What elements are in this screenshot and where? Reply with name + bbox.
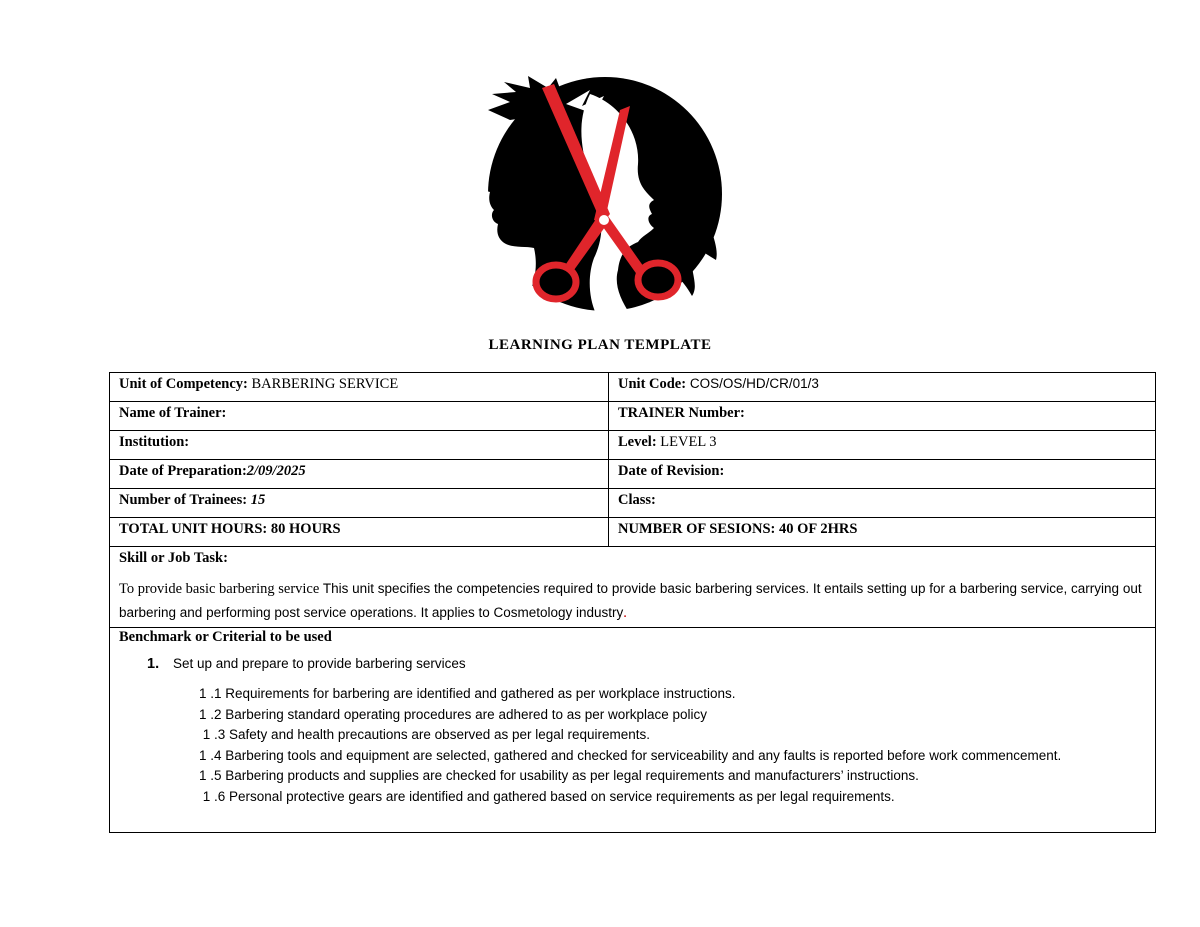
left-field-cell <box>110 489 609 518</box>
step-number: 1. <box>147 656 160 672</box>
skill-cell <box>110 547 1156 628</box>
right-field-label: Date of Revision: <box>618 463 725 479</box>
learning-plan-table <box>109 372 1156 833</box>
right-field-cell <box>609 518 1156 547</box>
left-field-value: BARBERING SERVICE <box>247 376 399 392</box>
header-row <box>110 489 1156 518</box>
left-field-label: Number of Trainees: <box>119 492 248 508</box>
criteria-item: 1 .5 Barbering products and supplies are checked for usability as per legal requirements and manufacturers’ instructions. <box>199 768 919 783</box>
barber-scissors-silhouettes-logo <box>470 74 730 314</box>
criteria-item: 1 .4 Barbering tools and equipment are selected, gathered and checked for serviceability and any faults is reported before work commencement. <box>199 747 1062 763</box>
benchmark-heading: Benchmark or Criterial to be used <box>119 629 332 645</box>
header-row <box>110 518 1156 547</box>
right-field-cell <box>609 431 1156 460</box>
left-field-cell <box>110 402 609 431</box>
left-field-label: Institution: <box>119 434 190 450</box>
left-field-label: Unit of Competency: <box>119 376 248 392</box>
header-row <box>110 373 1156 402</box>
right-field-label: Level: <box>618 434 657 450</box>
skill-heading: Skill or Job Task: <box>119 550 228 566</box>
skill-text-end: . <box>623 605 627 621</box>
left-field-value: 2/09/2025 <box>246 463 306 479</box>
left-field-label: TOTAL UNIT HOURS: 80 HOURS <box>119 521 341 537</box>
step-title: Set up and prepare to provide barbering services <box>173 656 466 671</box>
right-field-cell <box>609 460 1156 489</box>
right-field-label: TRAINER Number: <box>618 405 745 421</box>
criteria-item: 1 .2 Barbering standard operating procedures are adhered to as per workplace policy <box>199 706 708 722</box>
skill-text-sans: This unit specifies the competencies required to provide basic barbering services. It entails setting up for a barbering service, carrying out barbering and performing post service operations. It applies to Cosmetology industry <box>119 581 1142 620</box>
right-field-value: COS/OS/HD/CR/01/3 <box>686 376 819 391</box>
left-field-cell <box>110 518 609 547</box>
right-field-label: NUMBER OF SESIONS: 40 OF 2HRS <box>618 521 858 537</box>
header-row <box>110 460 1156 489</box>
criteria-item: 1 .1 Requirements for barbering are identified and gathered as per workplace instructions. <box>199 686 736 701</box>
header-row <box>110 402 1156 431</box>
right-field-label: Class: <box>618 492 656 508</box>
left-field-label: Date of Preparation: <box>119 463 247 479</box>
right-field-cell <box>609 489 1156 518</box>
benchmark-step <box>147 656 1146 672</box>
left-field-label: Name of Trainer: <box>119 405 227 421</box>
left-field-cell <box>110 373 609 402</box>
left-field-value: 15 <box>247 492 266 508</box>
right-field-label: Unit Code: <box>618 376 687 392</box>
right-field-cell <box>609 402 1156 431</box>
right-field-cell <box>609 373 1156 402</box>
criteria-list <box>199 684 1146 807</box>
criteria-item: 1 .3 Safety and health precautions are observed as per legal requirements. <box>199 727 651 742</box>
benchmark-cell <box>110 628 1156 833</box>
header-row <box>110 431 1156 460</box>
skill-text-serif: To provide basic barbering service <box>119 581 323 597</box>
right-field-value: LEVEL 3 <box>656 434 717 450</box>
left-field-cell <box>110 460 609 489</box>
skill-description <box>119 577 1146 625</box>
left-field-cell <box>110 431 609 460</box>
page-title: LEARNING PLAN TEMPLATE <box>488 337 712 353</box>
criteria-item: 1 .6 Personal protective gears are identified and gathered based on service requirements as per legal requirements. <box>199 788 895 804</box>
